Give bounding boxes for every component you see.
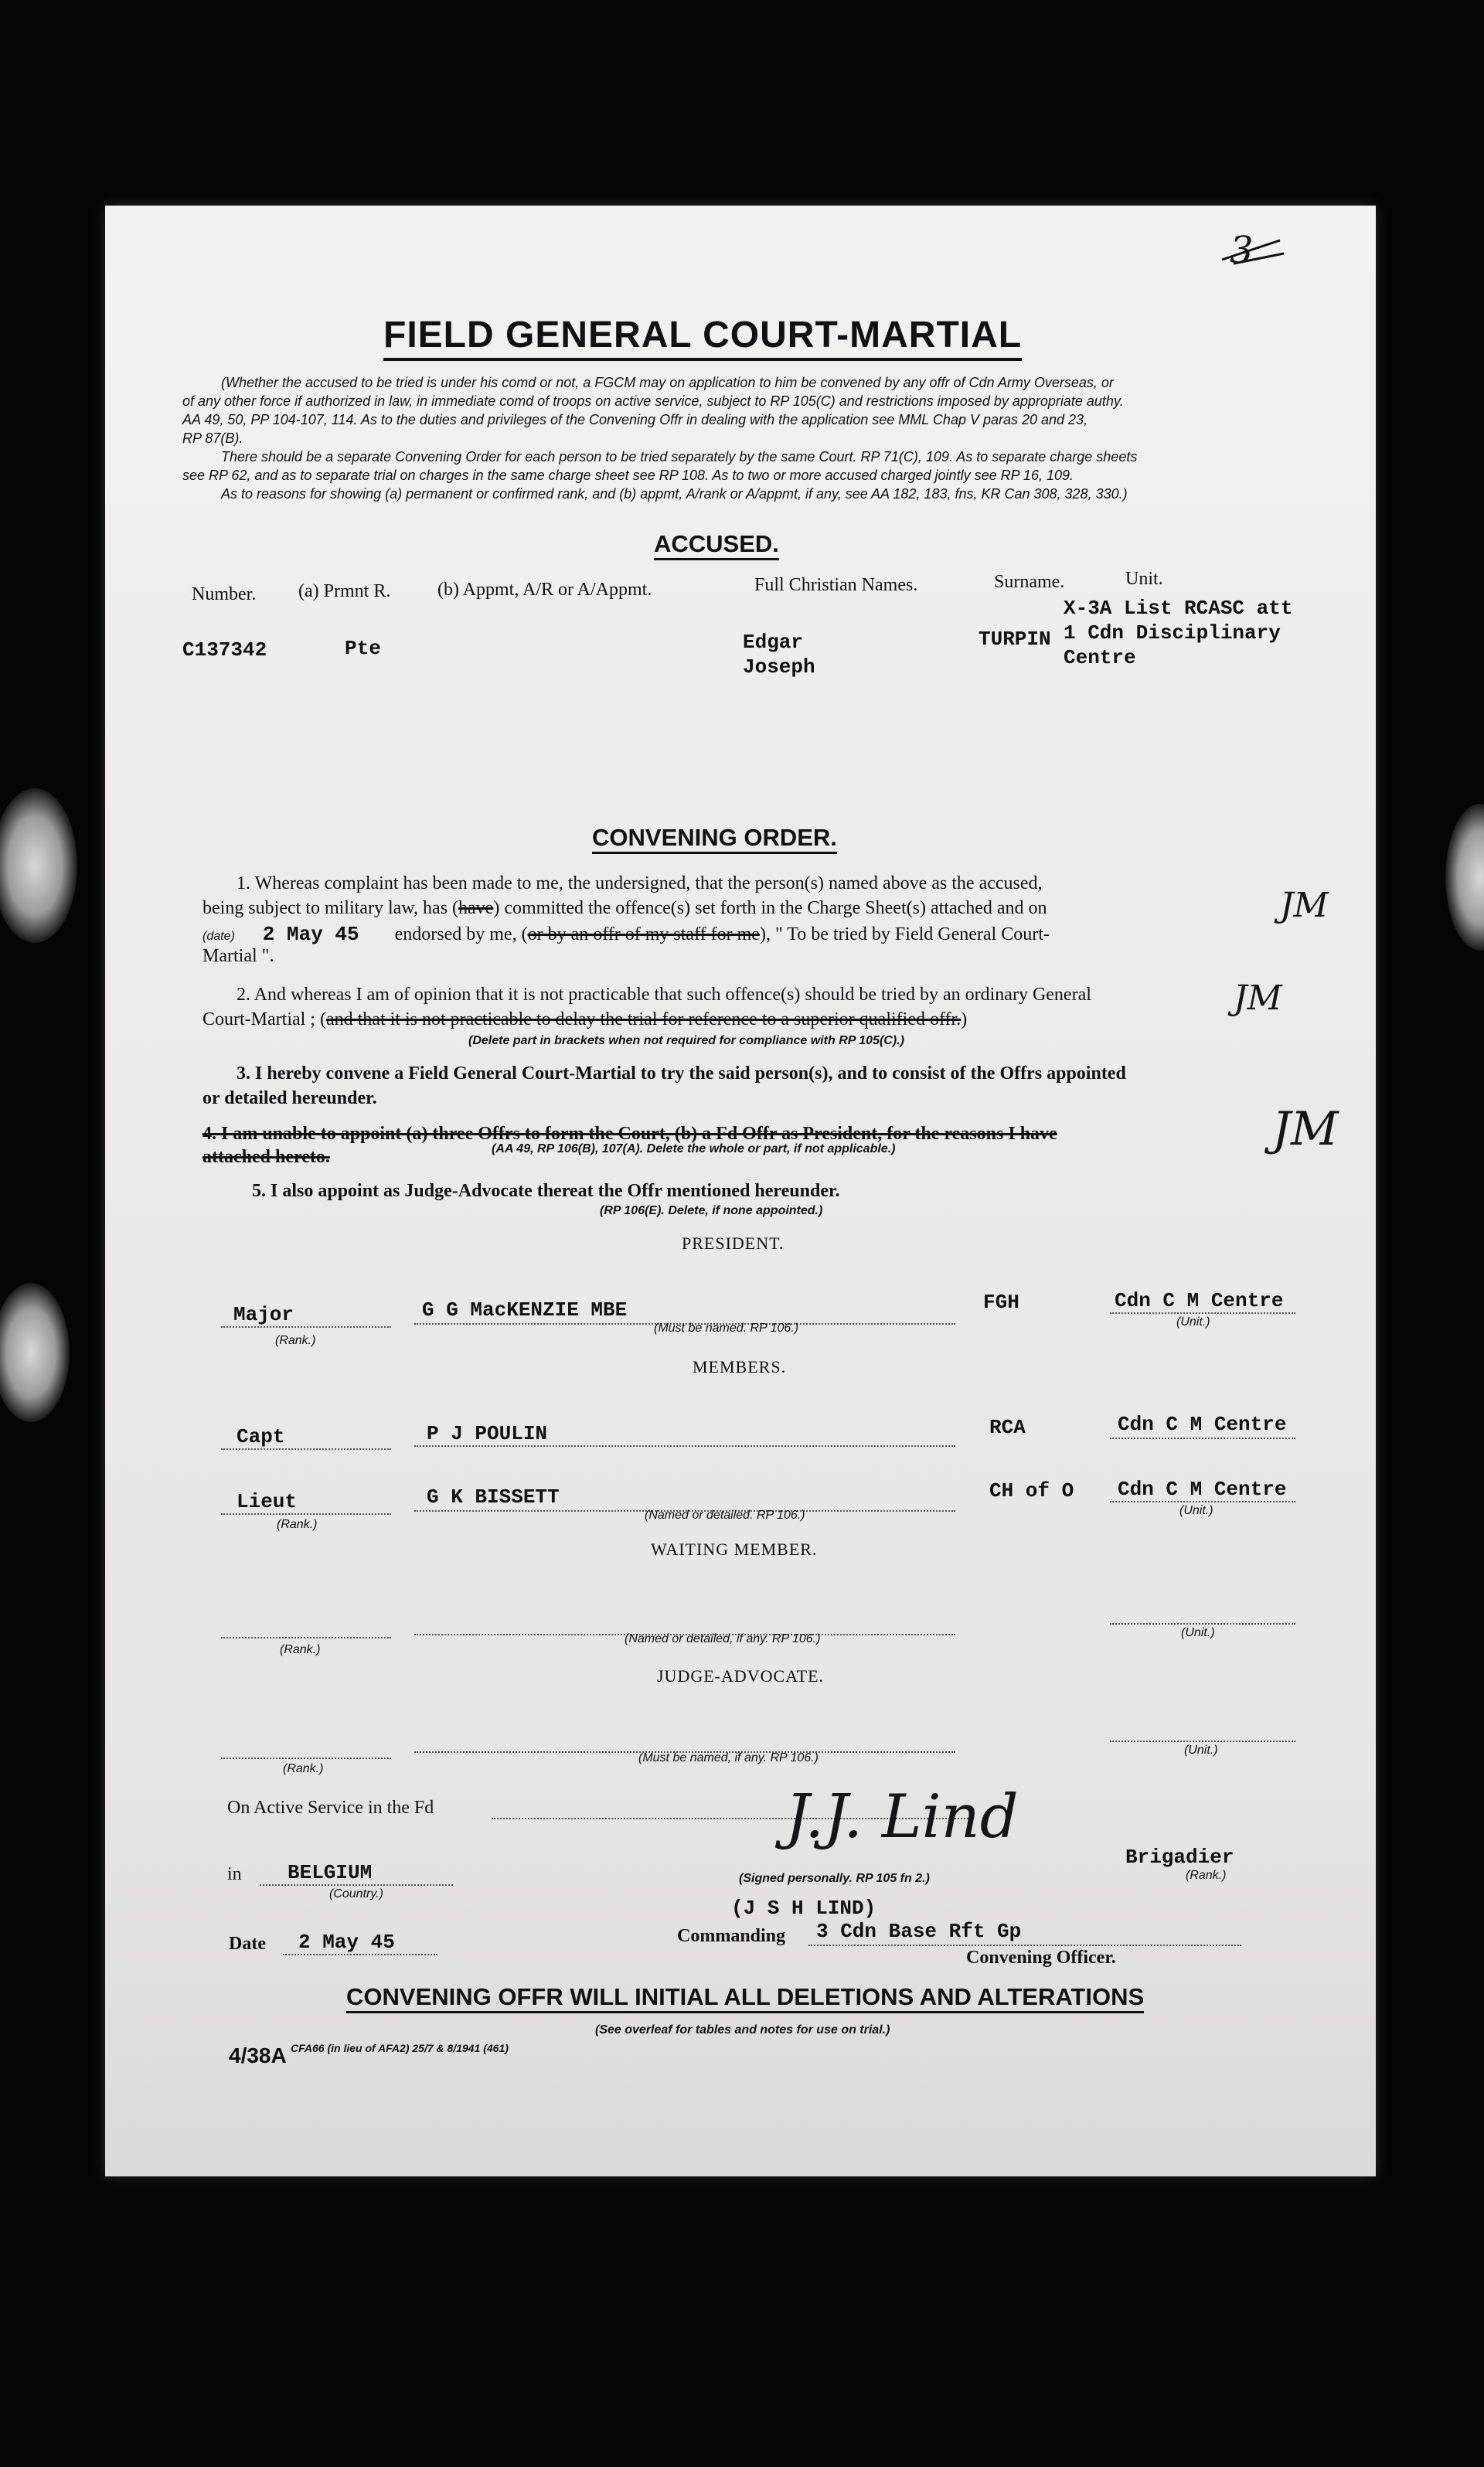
accused-unit-2: 1 Cdn Disciplinary	[1064, 621, 1281, 645]
initials-para1: JM	[1280, 886, 1329, 925]
para1-line3-start: endorsed by me, (	[394, 924, 528, 944]
signature: J.J. Lind	[785, 1782, 1019, 1852]
para2-line2-end: )	[961, 1009, 968, 1029]
signed-label: (Signed personally. RP 105 fn 2.)	[739, 1872, 930, 1885]
waiting-member-heading: WAITING MEMBER.	[651, 1540, 818, 1559]
para1-line3	[203, 923, 1050, 946]
command-value: 3 Cdn Base Rft Gp	[816, 1920, 1022, 1943]
waiting-unit-line	[1110, 1623, 1295, 1625]
judge-rank-label: (Rank.)	[283, 1762, 324, 1775]
date-line	[283, 1954, 437, 1955]
member-2-unit-line	[1110, 1501, 1295, 1502]
header-names: Full Christian Names.	[754, 575, 918, 595]
active-service-line: On Active Service in the Fd	[227, 1798, 434, 1818]
signer-name: (J S H LIND)	[731, 1897, 876, 1920]
member-2-rank: Lieut	[237, 1490, 298, 1513]
para4-struck-line1: 4. I am unable to appoint (a) three Offrs to form the Court, (b) a Fd Offr as President, for the reasons I have	[203, 1124, 1057, 1144]
member-2-unit: Cdn C M Centre	[1118, 1478, 1287, 1501]
page-title: FIELD GENERAL COURT-MARTIAL	[383, 314, 1022, 361]
header-number: Number.	[192, 584, 257, 604]
para2-line2-start: Court-Martial ; (	[203, 1009, 326, 1029]
header-surname: Surname.	[994, 572, 1065, 592]
signer-rank: Brigadier	[1125, 1846, 1234, 1869]
form-number: 4/38A	[229, 2043, 287, 2067]
president-name-label: (Must be named. RP 106.)	[654, 1322, 799, 1335]
intro-note-7: As to reasons for showing (a) permanent or confirmed rank, and (b) appmt, A/rank or A/appmt, if any, see AA 182, 183, fns, KR Can 308, 328, 330.)	[221, 486, 1128, 502]
para5-line: 5. I also appoint as Judge-Advocate thereat the Offr mentioned hereunder.	[252, 1181, 840, 1201]
para5-note: (RP 106(E). Delete, if none appointed.)	[600, 1204, 823, 1217]
intro-note-5: There should be a separate Convening Order for each person to be tried separately by the same Court. RP 71(C), 109. As to separate charge sheets	[221, 449, 1138, 464]
in-label: in	[227, 1864, 242, 1884]
president-name: G G MacKENZIE MBE	[422, 1298, 628, 1322]
judge-unit-line	[1110, 1741, 1295, 1742]
corner-mark: 3	[1230, 229, 1254, 272]
president-unit-line	[1110, 1312, 1295, 1314]
para3-line2: or detailed hereunder.	[203, 1088, 377, 1108]
intro-note-3: AA 49, 50, PP 104-107, 114. As to the duties and privileges of the Convening Offr in dealing with the application see MML Chap V paras 20 and 23,	[182, 412, 1088, 427]
para1-line3-end: ), " To be tried by Field General Court-	[759, 924, 1050, 944]
convening-officer-label: Convening Officer.	[966, 1948, 1116, 1968]
command-line	[808, 1945, 1241, 1946]
president-rank-label: (Rank.)	[275, 1334, 316, 1347]
para1-line1: 1. Whereas complaint has been made to me, the undersigned, that the person(s) named above as the accused,	[237, 873, 1043, 893]
president-heading: PRESIDENT.	[682, 1234, 785, 1253]
intro-note-4: RP 87(B).	[182, 430, 243, 446]
intro-note-1: (Whether the accused to be tried is under his comd or not, a FGCM may on application to him be convened by any offr of Cdn Army Overseas, or	[221, 375, 1114, 390]
header-appmt: (b) Appmt, A/R or A/Appmt.	[437, 580, 652, 600]
film-artifact-bottom	[0, 1283, 70, 1422]
judge-advocate-heading: JUDGE-ADVOCATE.	[657, 1666, 825, 1686]
initials-para4: JM	[1272, 1102, 1339, 1156]
intro-note-6: see RP 62, and as to separate trial on charges in the same charge sheet see RP 108. As to two or more accused charged jointly see RP 16, 109.	[182, 468, 1074, 483]
judge-name-label: (Must be named, if any. RP 106.)	[638, 1751, 819, 1764]
warning-line: CONVENING OFFR WILL INITIAL ALL DELETIONS AND ALTERATIONS	[346, 1983, 1144, 2013]
member-2-name: G K BISSETT	[427, 1485, 560, 1509]
accused-unit-3: Centre	[1064, 646, 1136, 669]
convening-order-heading: CONVENING ORDER.	[592, 824, 837, 854]
para2-line2	[203, 1009, 967, 1030]
president-unit: Cdn C M Centre	[1115, 1289, 1284, 1312]
form-note: CFA66 (in lieu of AFA2) 25/7 & 8/1941 (461)	[291, 2042, 509, 2054]
country-value: BELGIUM	[288, 1861, 373, 1884]
film-artifact-right	[1445, 804, 1484, 951]
waiting-rank-line	[221, 1637, 391, 1638]
president-rank-line	[221, 1326, 391, 1328]
para2-struck-text: and that it is not practicable to delay the trial for reference to a superior qualified offr.	[325, 1009, 962, 1029]
para4-note: (AA 49, RP 106(B), 107(A). Delete the whole or part, if not applicable.)	[492, 1142, 896, 1155]
member-1-name: P J POULIN	[427, 1422, 548, 1445]
para2-note: (Delete part in brackets when not required for compliance with RP 105(C).)	[468, 1034, 904, 1047]
date-label: Date	[229, 1934, 266, 1954]
para1-line4: Martial ".	[203, 946, 274, 966]
accused-christian-name-1: Edgar	[743, 631, 804, 654]
member-1-name-line	[414, 1445, 955, 1447]
members-rank-label: (Rank.)	[277, 1518, 318, 1531]
intro-note-2: of any other force if authorized in law, in immediate comd of troops on active service, subject to RP 105(C) and restrictions imposed by appropriate authy.	[182, 393, 1124, 409]
members-heading: MEMBERS.	[693, 1357, 787, 1376]
waiting-rank-label: (Rank.)	[280, 1643, 321, 1656]
para1-line2-start: being subject to military law, has (	[203, 898, 459, 918]
country-label: (Country.)	[329, 1887, 383, 1900]
member-1-rank: Capt	[237, 1425, 285, 1448]
para4-struck-line2: attached hereto.	[203, 1147, 330, 1167]
para1-struck-staff: or by an offr of my staff for me	[527, 924, 760, 944]
country-line	[260, 1884, 453, 1886]
judge-unit-label: (Unit.)	[1184, 1744, 1218, 1757]
para1-line2	[203, 898, 1047, 919]
member-1-rank-line	[221, 1448, 391, 1450]
member-2-rank-line	[221, 1513, 391, 1515]
header-unit: Unit.	[1125, 569, 1163, 589]
para1-struck-have: have	[458, 898, 494, 918]
judge-rank-line	[221, 1758, 391, 1759]
corner-scribble-icon	[1218, 236, 1288, 267]
film-artifact-top	[0, 788, 77, 943]
document-page	[105, 206, 1376, 2176]
para2-line1: 2. And whereas I am of opinion that it is not practicable that such offence(s) should be tried by an ordinary General	[237, 985, 1091, 1005]
members-unit-label: (Unit.)	[1179, 1504, 1213, 1517]
waiting-unit-label: (Unit.)	[1181, 1626, 1215, 1639]
accused-rank: Pte	[345, 637, 381, 660]
president-rank: Major	[233, 1303, 294, 1326]
president-unit-label: (Unit.)	[1176, 1315, 1210, 1329]
member-2-corps: CH of O	[989, 1479, 1074, 1502]
member-1-unit: Cdn C M Centre	[1118, 1413, 1287, 1436]
commanding-label: Commanding	[677, 1926, 786, 1946]
para1-date-label: (date)	[203, 930, 235, 943]
para1-date: 2 May 45	[262, 923, 359, 946]
accused-christian-name-2: Joseph	[743, 655, 815, 679]
member-1-corps: RCA	[989, 1416, 1026, 1439]
para1-line2-end: ) committed the offence(s) set forth in the Charge Sheet(s) attached and on	[493, 898, 1047, 918]
accused-surname: TURPIN	[979, 628, 1051, 651]
president-corps: FGH	[983, 1291, 1019, 1314]
accused-number: C137342	[182, 638, 267, 662]
overleaf-note: (See overleaf for tables and notes for use on trial.)	[595, 2023, 890, 2037]
date-value: 2 May 45	[298, 1931, 395, 1954]
para3-line1: 3. I hereby convene a Field General Court-Martial to try the said person(s), and to consist of the Offrs appointed	[237, 1063, 1126, 1084]
header-rank: (a) Prmnt R.	[298, 581, 391, 601]
accused-heading: ACCUSED.	[654, 530, 779, 560]
waiting-name-label: (Named or detailed, if any. RP 106.)	[625, 1632, 821, 1645]
members-name-label: (Named or detailed. RP 106.)	[645, 1509, 805, 1522]
initials-para2: JM	[1234, 978, 1282, 1018]
member-1-unit-line	[1110, 1438, 1295, 1439]
accused-unit-1: X-3A List RCASC att	[1064, 597, 1293, 620]
signer-rank-label: (Rank.)	[1186, 1869, 1227, 1882]
